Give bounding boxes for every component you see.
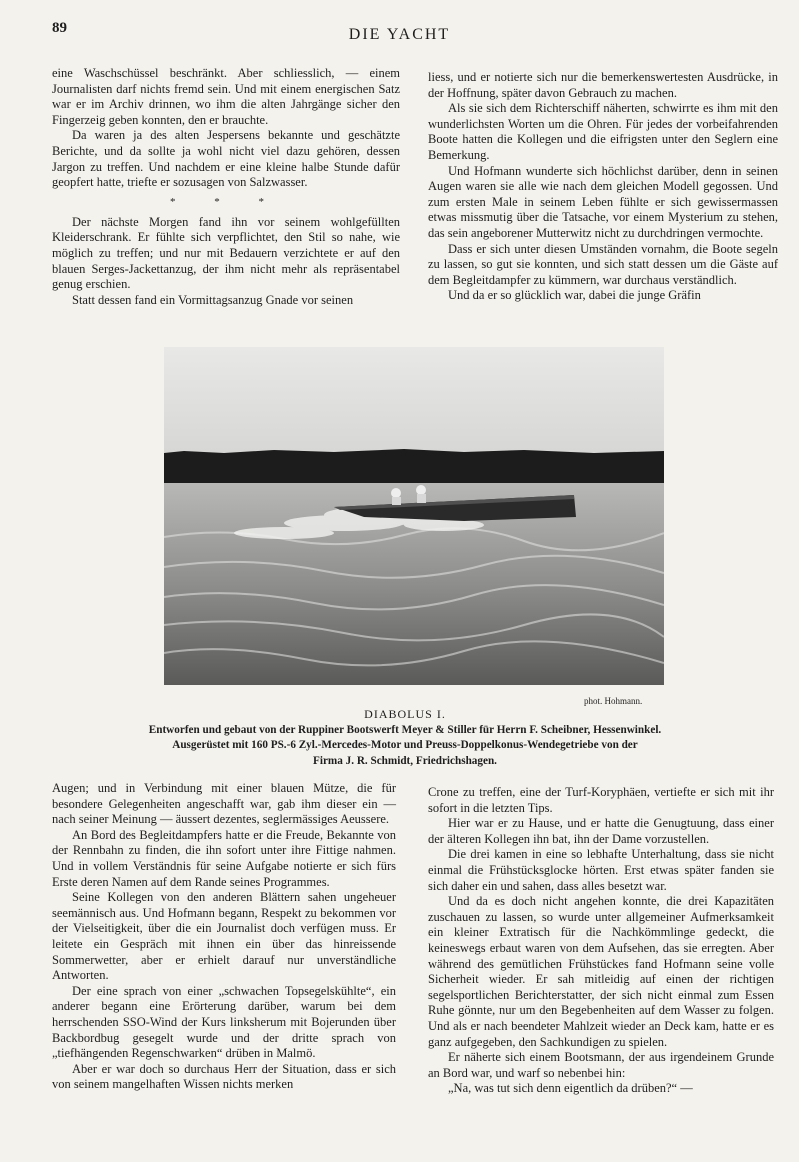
column-top-left xyxy=(52,66,400,308)
paragraph: Als sie sich dem Richterschiff näherten, schwirrte es ihm mit den wunderlichsten Worten um die Ohren. Für jedes der vorbeifahrenden Boote hatten die Kollegen und die eifrigsten unter den Seglern eine Bemerkung. xyxy=(428,101,778,162)
paragraph: Da waren ja des alten Jespersens bekannte und geschätzte Berichte, und da sollte ja wohl nicht viel dazu gehören, dessen Jargon zu treffen. Und nachdem er eine kleine halbe Stunde dafür geopfert hatte, triefte er sozusagen von Salzwasser. xyxy=(52,128,400,190)
paragraph: An Bord des Begleitdampfers hatte er die Freude, Bekannte von der Rennbahn zu finden, die ihn sofort unter ihre Fittige nahmen. Und in vollem Verständnis für seine Aufgabe notierte er sich fürs Erste deren Namen auf dem Rande seines Programmes. xyxy=(52,827,396,889)
paragraph: Hier war er zu Hause, und er hatte die Genugtuung, dass einer der älteren Kollegen ihn bat, ihn der Dame vorzustellen. xyxy=(428,816,774,846)
paragraph: Statt dessen fand ein Vormittagsanzug Gnade vor seinen xyxy=(72,292,354,307)
paragraph: Und da er so glücklich war, dabei die junge Gräfin xyxy=(448,288,701,303)
caption-line: Firma J. R. Schmidt, Friedrichshagen. xyxy=(313,754,497,767)
paragraph: Er näherte sich einem Bootsmann, der aus irgendeinem Grunde an Bord war, und warf so nebenbei hin: xyxy=(428,1050,774,1080)
paragraph: Die drei kamen in eine so lebhafte Unterhaltung, dass sie nicht einmal die Frühstücksglocke hörten. Erst etwas später fanden sie sich daher ein und sahen, dass alles besetzt war. xyxy=(428,847,774,893)
section-separator: * * * xyxy=(170,195,282,208)
paragraph: Aber er war doch so durchaus Herr der Situation, dass er sich von seinem mangelhaften Wissen nichts merken xyxy=(52,1061,396,1092)
paragraph: Und Hofmann wunderte sich höchlichst darüber, denn in seinen Augen waren sie alle wie nach dem gleichen Modell gegossen. Und zum ersten Male in seinem Leben fühlte er sich gewissermassen etwas missmutig über die Tatsache, vor einem Mysterium zu stehen, das sein angeborener Mutterwitz nicht zu durchdringen vermochte. xyxy=(428,163,778,240)
photo-credit: phot. Hohmann. xyxy=(584,696,643,706)
paragraph: eine Waschschüssel beschränkt. Aber schliesslich, — einem Journalisten darf nichts fremd sein. Und mit einem energischen Satz war er im Archiv drinnen, wo ihm die alten Jahrgänge sicher den Fingerzeig geben konnten, den er brauchte. xyxy=(52,66,400,127)
paragraph: Und da es doch nicht angehen konnte, die drei Kapazitäten zuschauen zu lassen, so wurde unter allgemeiner Aufmerksamkeit ein kleiner Extratisch für die Nachkömmlinge gedeckt, die keineswegs erbaut waren von dem Aufsehen, das sie erregten. Aber während des gemütlichen Frühstückes fand Hofmann seine volle Sicherheit wieder. Er sah mitleidig auf einen der richtigen segelsportlichen Berichterstatter, der sich nicht einmal zum Essen Ruhe gönnte, nur um den Begebenheiten auf dem Wasser zu folgen. Und als er nach beendeter Mahlzeit wieder an Deck kam, hatte er es ganz aufgegeben, den Sachkundigen zu spielen. xyxy=(428,894,774,1049)
figure-caption xyxy=(140,707,670,769)
paragraph: Augen; und in Verbindung mit einer blauen Mütze, die für besondere Gelegenheiten angeschafft war, gab ihm dieser ein — nach seiner Meinung — äussert dezentes, seglermässiges Aeussere. xyxy=(52,781,396,827)
column-bottom-left xyxy=(52,781,396,1093)
paragraph: liess, und er notierte sich nur die bemerkenswertesten Ausdrücke, in der Hoffnung, später davon Gebrauch zu machen. xyxy=(428,70,778,100)
running-header-title: DIE YACHT xyxy=(348,26,451,43)
paragraph: Seine Kollegen von den anderen Blättern sahen ungeheuer seemännisch aus. Und Hofmann begann, Respekt zu bekommen vor der Vielseitigkeit, über die ein Journalist doch verfügen muss. Er leitete ein Gespräch mit ihnen ein über das hinreissende Sommerwetter, aber er erhielt darauf nur unverständliche Antworten. xyxy=(52,890,396,983)
paragraph: Der nächste Morgen fand ihn vor seinem wohlgefüllten Kleiderschrank. Er fühlte sich verpflichtet, den Stil so nahe, wie möglich zu treffen; und nur mit Bedauern verzichtete er auf den blauen Serges-Jackettanzug, der ihm nicht mehr als repräsentabel genug erschien. xyxy=(52,214,400,292)
photo-illustration xyxy=(164,347,664,685)
motorboat-photo xyxy=(164,347,664,685)
caption-line: Entworfen und gebaut von der Ruppiner Bootswerft Meyer & Stiller für Herrn F. Scheibner, Hessenwinkel. xyxy=(148,723,662,736)
paragraph: „Na, was tut sich denn eigentlich da drüben?“ — xyxy=(448,1081,693,1096)
column-bottom-right xyxy=(428,785,774,1097)
caption-line: Ausgerüstet mit 160 PS.-6 Zyl.-Mercedes-Motor und Preuss-Doppelkonus-Wendegetriebe von der xyxy=(172,739,638,751)
paragraph: Dass er sich unter diesen Umständen vornahm, die Boote segeln zu lassen, so gut sie konnten, und sich statt dessen um die Gäste auf dem Begleitdampfer zu kümmern, war durchaus verständlich. xyxy=(428,241,778,287)
caption-title: DIABOLUS I. xyxy=(364,707,446,721)
paragraph: Crone zu treffen, eine der Turf-Koryphäen, vertiefte er sich mit ihr sofort in die letzten Tips. xyxy=(428,785,774,815)
column-top-right xyxy=(428,70,778,304)
paragraph: Der eine sprach von einer „schwachen Topsegelskühlte“, ein anderer begann eine Erörterung darüber, warum bei dem herrschenden SSO-Wind der Kurs linksherum mit Bojerunden über Backbordbug gesegelt wurde und der dritte sprach von „tiefhängenden Regenschwarken“ drüben in Malmö. xyxy=(52,983,396,1061)
page-number: 89 xyxy=(52,20,67,36)
